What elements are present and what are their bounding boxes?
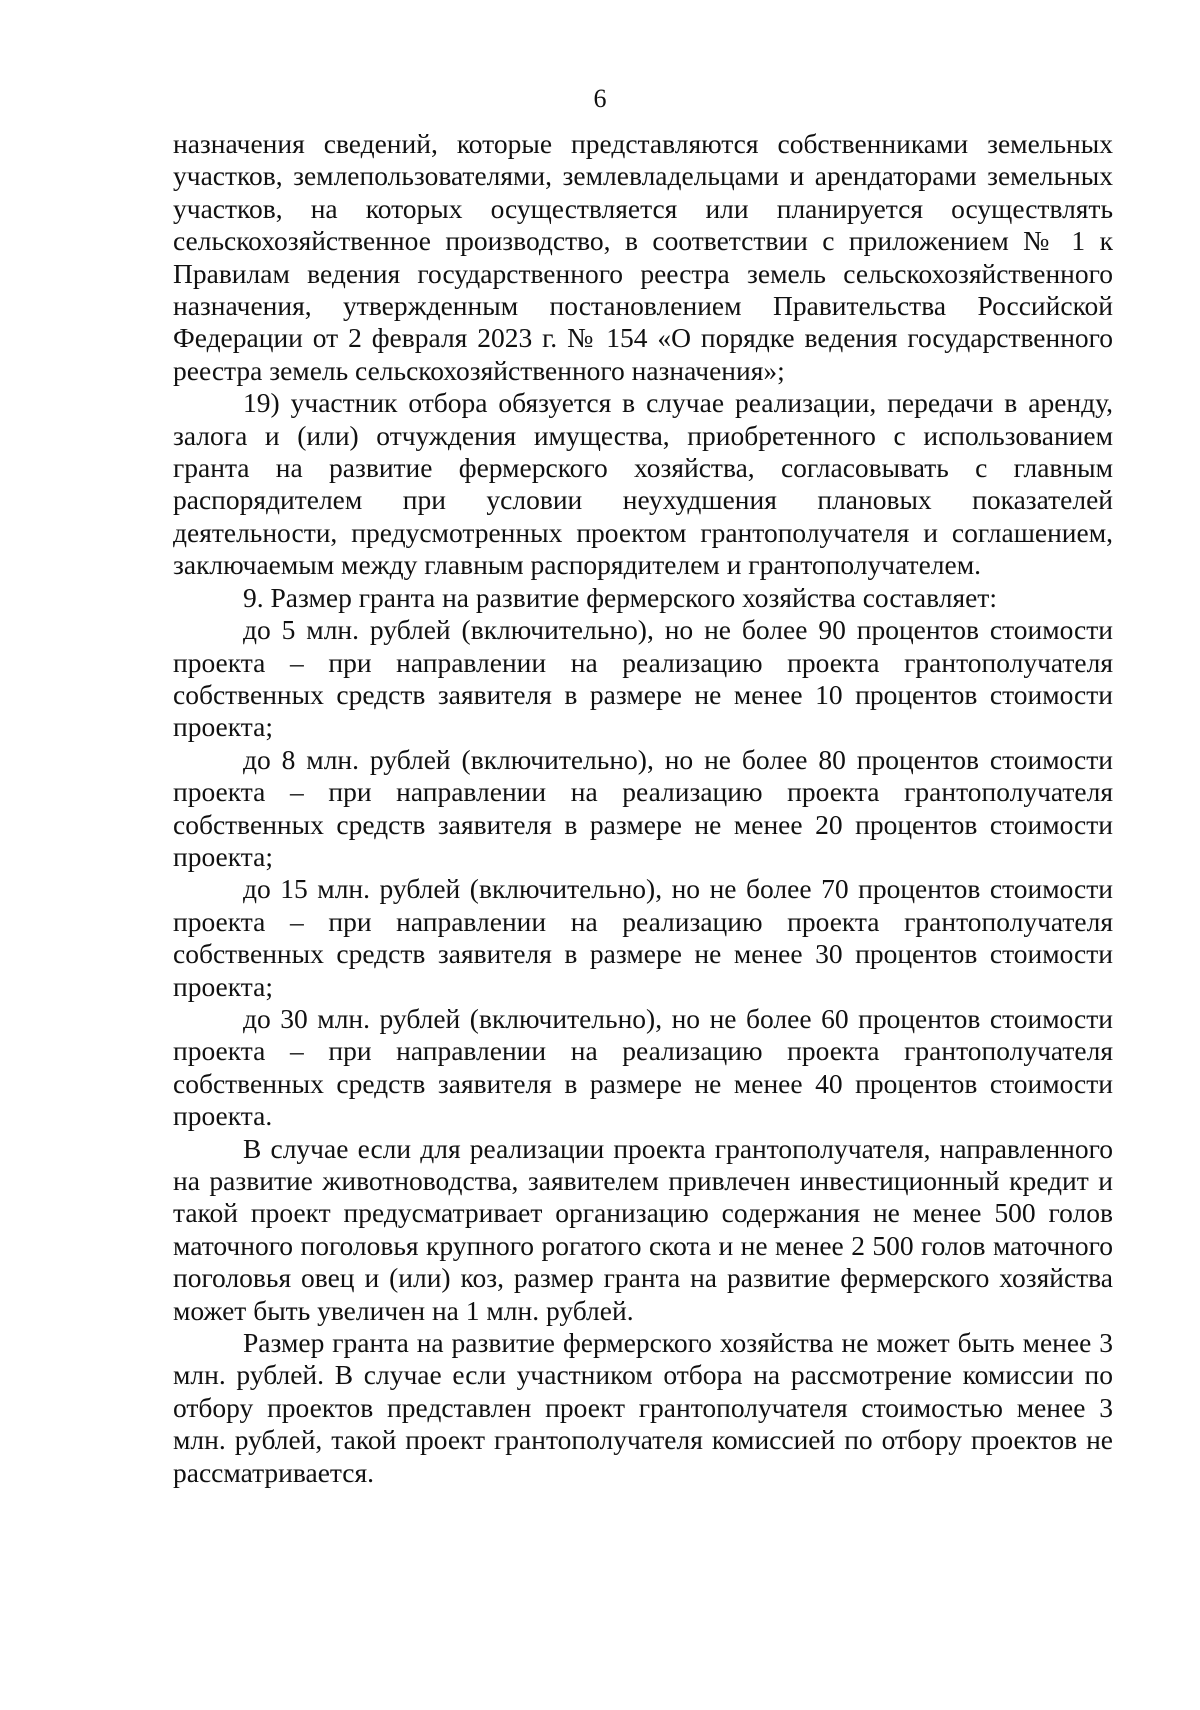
paragraph-livestock-increase: В случае если для реализации проекта грантополучателя, направленного на развитие животноводства, заявителем привлечен инвестиционный кредит и такой проект предусматривает организацию содержания не менее 500 голов маточного поголовья крупного рогатого скота и не менее 2 500 голов маточного поголовья овец и (или) коз, размер гранта на развитие фермерского хозяйства может быть увеличен на 1 млн. рублей. xyxy=(173,1132,1113,1326)
paragraph-item-19: 19) участник отбора обязуется в случае реализации, передачи в аренду, залога и (или) отчуждения имущества, приобретенного с использованием гранта на развитие фермерского хозяйства, согласовывать с главным распорядителем при условии неухудшения плановых показателей деятельности, предусмотренных проектом грантополучателя и соглашением, заключаемым между главным распорядителем и грантополучателем. xyxy=(173,387,1113,581)
document-body xyxy=(173,128,1113,1489)
paragraph-grant-tier-8mln: до 8 млн. рублей (включительно), но не более 80 процентов стоимости проекта – при направлении на реализацию проекта грантополучателя собственных средств заявителя в размере не менее 20 процентов стоимости проекта; xyxy=(173,743,1113,872)
page-number: 6 xyxy=(593,84,607,113)
paragraph-continuation: назначения сведений, которые представляются собственниками земельных участков, землепользователями, землевладельцами и арендаторами земельных участков, на которых осуществляется или планируется осуществлять сельскохозяйственное производство, в соответствии с приложением № 1 к Правилам ведения государственного реестра земель сельскохозяйственного назначения, утвержденным постановлением Правительства Российской Федерации от 2 февраля 2023 г. № 154 «О порядке ведения государственного реестра земель сельскохозяйственного назначения»; xyxy=(173,128,1113,386)
paragraph-section-9: 9. Размер гранта на развитие фермерского хозяйства составляет: xyxy=(243,581,997,613)
paragraph-grant-tier-15mln: до 15 млн. рублей (включительно), но не более 70 процентов стоимости проекта – при направлении на реализацию проекта грантополучателя собственных средств заявителя в размере не менее 30 процентов стоимости проекта; xyxy=(173,873,1113,1002)
paragraph-minimum-grant: Размер гранта на развитие фермерского хозяйства не может быть менее 3 млн. рублей. В случае если участником отбора на рассмотрение комиссии по отбору проектов представлен проект грантополучателя стоимостью менее 3 млн. рублей, такой проект грантополучателя комиссией по отбору проектов не рассматривается. xyxy=(173,1327,1113,1488)
paragraph-grant-tier-30mln: до 30 млн. рублей (включительно), но не более 60 процентов стоимости проекта – при направлении на реализацию проекта грантополучателя собственных средств заявителя в размере не менее 40 процентов стоимости проекта. xyxy=(173,1002,1113,1132)
paragraph-grant-tier-5mln: до 5 млн. рублей (включительно), но не более 90 процентов стоимости проекта – при направлении на реализацию проекта грантополучателя собственных средств заявителя в размере не менее 10 процентов стоимости проекта; xyxy=(173,614,1113,743)
